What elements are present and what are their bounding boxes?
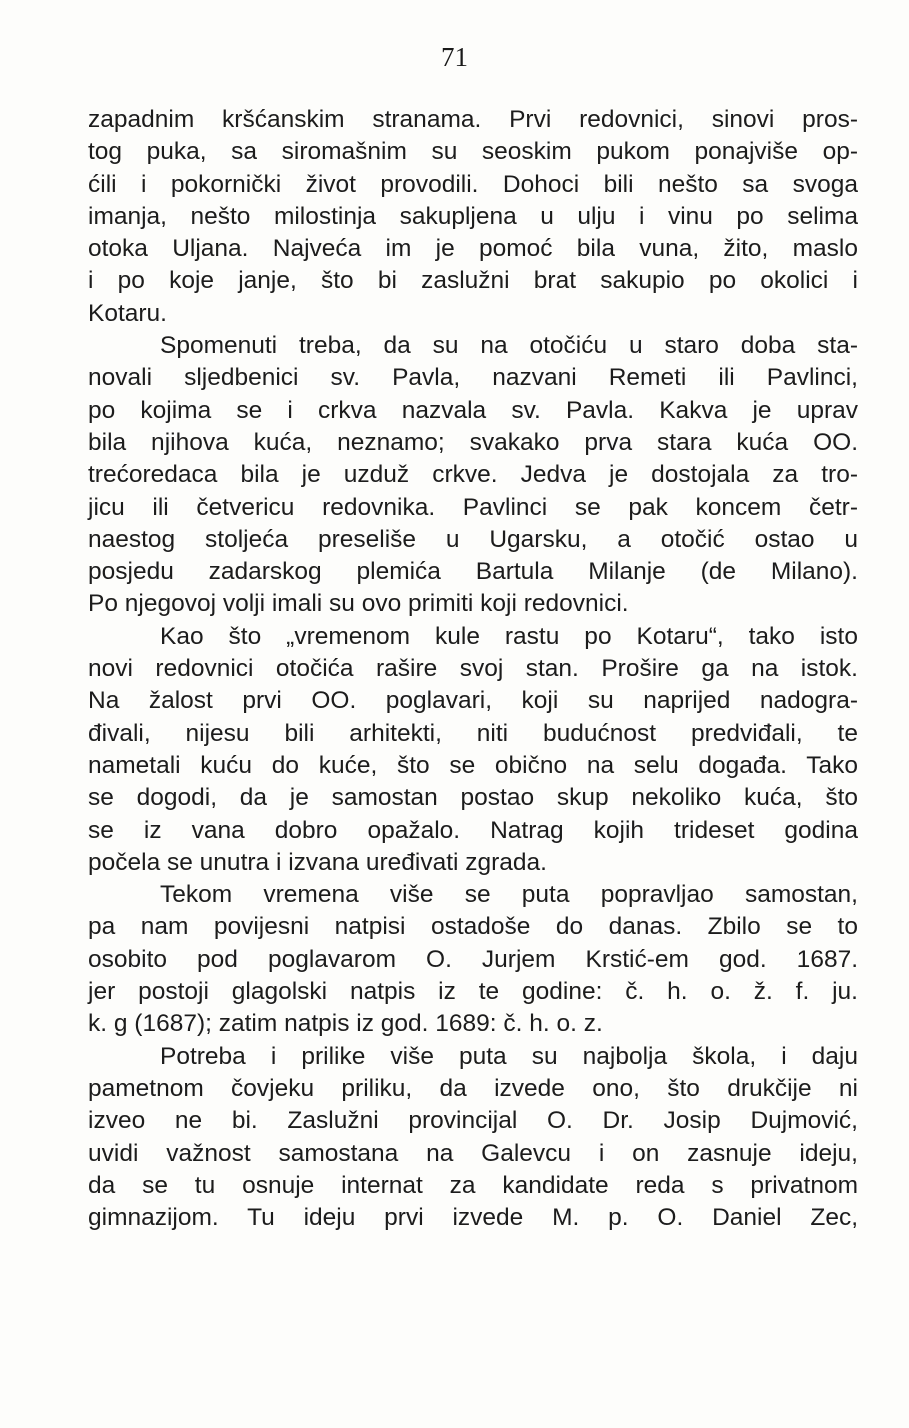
page-number: 71 — [441, 42, 468, 72]
text-line: izveo ne bi. Zaslužni provincijal O. Dr. Josip Dujmović, — [88, 1107, 858, 1135]
text-line: se iz vana dobro opažalo. Natrag kojih trideset godina — [88, 816, 858, 844]
text-line: Potreba i prilike više puta su najbolja škola, i daju — [160, 1042, 858, 1070]
text-line: trećoredaca bila je uzduž crkve. Jedva je dostojala za tro- — [88, 461, 858, 489]
text-line: po kojima se i crkva nazvala sv. Pavla. Kakva je uprav — [88, 396, 858, 424]
text-line: Na žalost prvi OO. poglavari, koji su naprijed nadogra- — [88, 687, 858, 715]
text-line: nametali kuću do kuće, što se obično na selu događa. Tako — [88, 751, 858, 779]
text-line: Spomenuti treba, da su na otočiću u staro doba sta- — [160, 332, 858, 360]
text-line: gimnazijom. Tu ideju prvi izvede M. p. O. Daniel Zec, — [88, 1204, 858, 1232]
text-line: posjedu zadarskog plemića Bartula Milanje (de Milano). — [88, 558, 858, 586]
text-line: bila njihova kuća, neznamo; svakako prva stara kuća OO. — [88, 428, 858, 456]
text-line: jicu ili četvericu redovnika. Pavlinci se pak koncem četr- — [88, 493, 858, 521]
text-line: k. g (1687); zatim natpis iz god. 1689: č. h. o. z. — [88, 1010, 603, 1038]
text-line: se dogodi, da je samostan postao skup nekoliko kuća, što — [88, 784, 858, 812]
text-line: novi redovnici otočića raširе svoj stan. Prošire ga na istok. — [88, 655, 858, 683]
text-line: Kotaru. — [88, 299, 167, 327]
text-line: zapadnim kršćanskim stranama. Prvi redovnici, sinovi pros- — [88, 106, 858, 133]
text-line: novali sljedbenici sv. Pavla, nazvani Remeti ili Pavlinci, — [88, 364, 858, 392]
text-line: đivali, nijesu bili arhitekti, niti budućnost predviđali, te — [88, 719, 858, 747]
text-line: Tekom vremena više se puta popravljao samostan, — [160, 881, 858, 909]
text-line: počela se unutra i izvana uređivati zgrada. — [88, 848, 547, 876]
text-line: pametnom čovjeku priliku, da izvede ono, što drukčije ni — [88, 1074, 858, 1102]
text-line: imanja, nešto milostinja sakupljena u ulju i vinu po selima — [88, 202, 858, 230]
text-line: Po njegovoj volji imali su ovo primiti koji redovnici. — [88, 590, 629, 618]
text-line: Kao što „vremenom kule rastu po Kotaru“, tako isto — [160, 622, 858, 650]
text-line: i po koje janje, što bi zaslužni brat sakupio po okolici i — [88, 267, 858, 295]
text-line: naestog stoljeća preseliše u Ugarsku, a otočić ostao u — [88, 525, 858, 553]
text-line: tog puka, sa siromašnim su seoskim pukom ponajviše op- — [88, 138, 858, 166]
text-line: ćili i pokornički život provodili. Dohoci bili nešto sa svoga — [88, 170, 858, 198]
body-text — [88, 104, 858, 1234]
text-line: da se tu osnuje internat za kandidate reda s privatnom — [88, 1171, 858, 1199]
text-line: osobito pod poglavarom O. Jurjem Krstić-em god. 1687. — [88, 945, 858, 973]
text-line: pa nam povijesni natpisi ostadoše do danas. Zbilo se to — [88, 913, 858, 941]
text-line: otoka Uljana. Najveća im je pomoć bila vuna, žito, maslo — [88, 235, 858, 263]
text-line: jer postoji glagolski natpis iz te godine: č. h. o. ž. f. ju. — [88, 978, 858, 1006]
text-line: uvidi važnost samostana na Galevcu i on zasnuje ideju, — [88, 1139, 858, 1167]
